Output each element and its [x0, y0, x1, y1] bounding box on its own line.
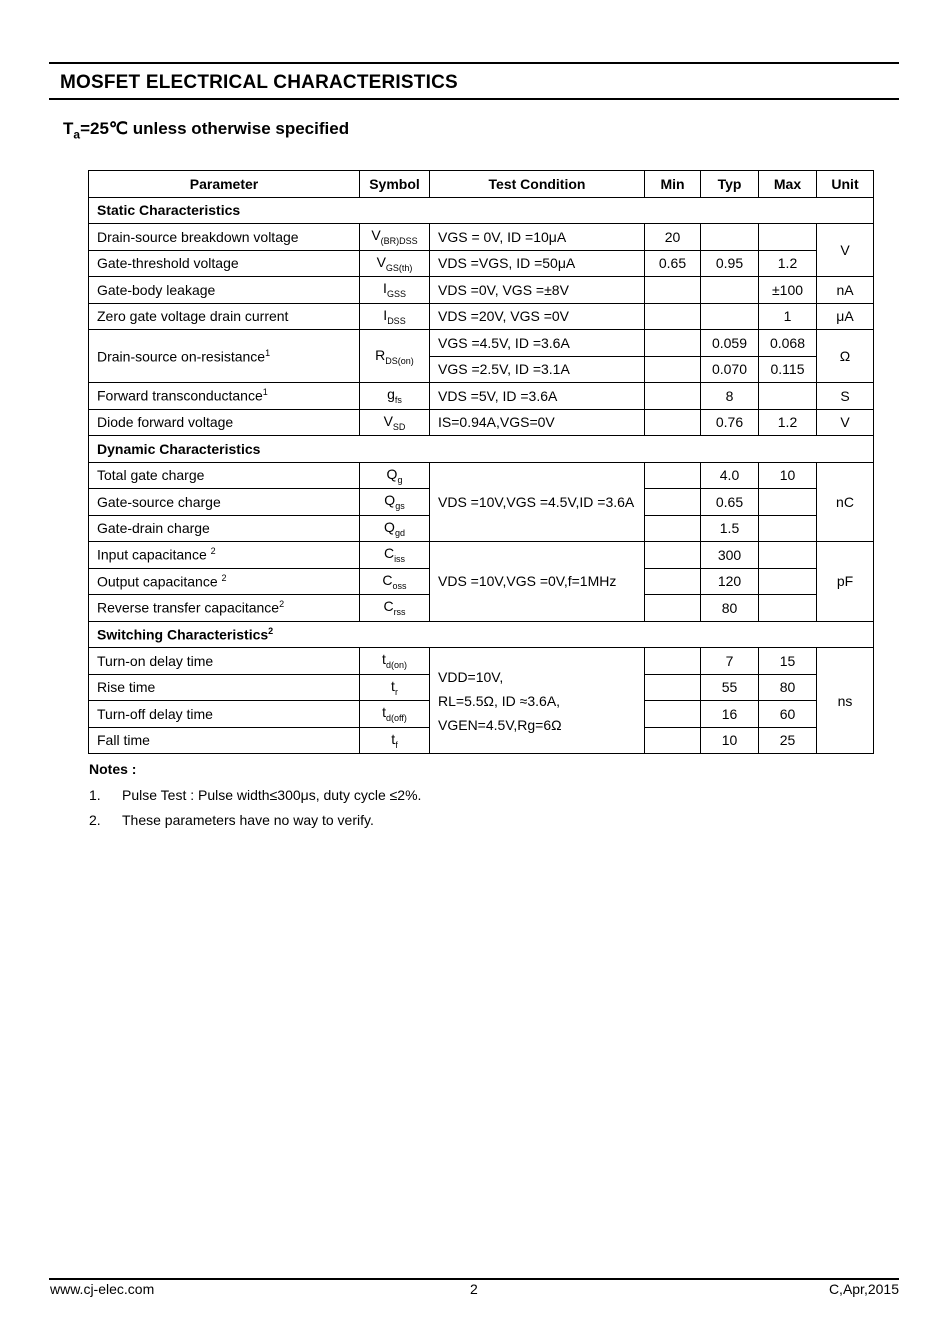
min-cell: [645, 727, 701, 754]
typ-cell: [701, 303, 759, 330]
cond-cell: VDS =20V, VGS =0V: [430, 303, 645, 330]
cond-cell: [430, 648, 645, 754]
param-cell: Gate-source charge: [89, 489, 360, 516]
typ-cell: 0.070: [701, 356, 759, 383]
cond-cell: IS=0.94A,VGS=0V: [430, 409, 645, 436]
typ-cell: 300: [701, 542, 759, 569]
cond-cell: VGS =2.5V, ID =3.1A: [430, 356, 645, 383]
note-item: 2. These parameters have no way to verify.: [89, 812, 374, 828]
param-cell: Drain-source breakdown voltage: [89, 224, 360, 251]
footer-website: www.cj-elec.com: [50, 1281, 155, 1297]
footer-revision: C,Apr,2015: [828, 1281, 899, 1297]
table-row: [89, 462, 874, 489]
min-cell: 20: [645, 224, 701, 251]
symbol-cell: $t_{d(on)}$: [360, 648, 430, 675]
unit-cell: nA: [817, 277, 874, 304]
param-cell: Fall time: [89, 727, 360, 754]
table-header-row: [89, 171, 874, 198]
max-cell: 60: [759, 701, 817, 728]
section-switching: Switching Characteristics$^2$: [89, 621, 874, 648]
symbol-cell: $Q_{gs}$: [360, 489, 430, 516]
max-cell: 1.2: [759, 250, 817, 277]
min-cell: [645, 515, 701, 542]
symbol-cell: $R_{DS(on)}$: [360, 330, 430, 383]
col-header: Max: [759, 171, 817, 198]
typ-cell: [701, 224, 759, 251]
section-row: [89, 197, 874, 224]
section-static: Static Characteristics: [89, 197, 874, 224]
max-cell: 0.068: [759, 330, 817, 357]
section-row: [89, 621, 874, 648]
max-cell: 1.2: [759, 409, 817, 436]
max-cell: [759, 568, 817, 595]
max-cell: 0.115: [759, 356, 817, 383]
min-cell: [645, 409, 701, 436]
param-cell: Gate-drain charge: [89, 515, 360, 542]
param-cell: Rise time: [89, 674, 360, 701]
table-row: [89, 409, 874, 436]
cond-cell: VGS = 0V, ID =10μA: [430, 224, 645, 251]
symbol-cell: $C_{oss}$: [360, 568, 430, 595]
min-cell: 0.65: [645, 250, 701, 277]
typ-cell: 8: [701, 383, 759, 410]
symbol-cell: $C_{rss}$: [360, 595, 430, 622]
param-cell: Total gate charge: [89, 462, 360, 489]
table-row: [89, 303, 874, 330]
param-cell: Output capacitance $^2$: [89, 568, 360, 595]
min-cell: [645, 648, 701, 675]
section-dynamic: Dynamic Characteristics: [89, 436, 874, 463]
max-cell: ±100: [759, 277, 817, 304]
param-cell: Diode forward voltage: [89, 409, 360, 436]
unit-cell: Ω: [817, 330, 874, 383]
min-cell: [645, 568, 701, 595]
symbol-cell: $t_{d(off)}$: [360, 701, 430, 728]
min-cell: [645, 462, 701, 489]
notes-heading: Notes :: [89, 761, 137, 777]
symbol-cell: $I_{DSS}$: [360, 303, 430, 330]
typ-cell: 16: [701, 701, 759, 728]
section-row: [89, 436, 874, 463]
typ-cell: 4.0: [701, 462, 759, 489]
param-cell: Gate-body leakage: [89, 277, 360, 304]
min-cell: [645, 701, 701, 728]
header-bottom-rule: [49, 98, 899, 100]
table-row: [89, 250, 874, 277]
table-row: [89, 277, 874, 304]
max-cell: 10: [759, 462, 817, 489]
symbol-cell: $t_f$: [360, 727, 430, 754]
max-cell: [759, 224, 817, 251]
electrical-characteristics-table: [88, 170, 874, 754]
cond-cell: VDS =5V, ID =3.6A: [430, 383, 645, 410]
symbol-cell: $Q_{gd}$: [360, 515, 430, 542]
min-cell: [645, 595, 701, 622]
min-cell: [645, 489, 701, 516]
unit-cell: S: [817, 383, 874, 410]
symbol-cell: $Q_g$: [360, 462, 430, 489]
param-cell: Turn-on delay time: [89, 648, 360, 675]
typ-cell: 0.65: [701, 489, 759, 516]
max-cell: [759, 515, 817, 542]
note-item: 1. Pulse Test : Pulse width≤300μs, duty cycle ≤2%.: [89, 787, 422, 803]
typ-cell: 1.5: [701, 515, 759, 542]
symbol-cell: $t_r$: [360, 674, 430, 701]
param-cell: Gate-threshold voltage: [89, 250, 360, 277]
col-header: Symbol: [360, 171, 430, 198]
cond-cell: VGS =4.5V, ID =3.6A: [430, 330, 645, 357]
switching-cond-line: VDD=10V,: [438, 668, 504, 685]
col-header: Parameter: [89, 171, 360, 198]
cond-cell: VDS =10V,VGS =4.5V,ID =3.6A: [430, 462, 645, 542]
col-header: Min: [645, 171, 701, 198]
max-cell: 1: [759, 303, 817, 330]
table-row: [89, 224, 874, 251]
symbol-cell: $V_{GS(th)}$: [360, 250, 430, 277]
max-cell: [759, 542, 817, 569]
col-header: Unit: [817, 171, 874, 198]
symbol-cell: $V_{(BR)DSS}$: [360, 224, 430, 251]
min-cell: [645, 356, 701, 383]
typ-cell: 10: [701, 727, 759, 754]
typ-cell: 80: [701, 595, 759, 622]
header-top-rule: [49, 62, 899, 64]
cond-cell: VDS =VGS, ID =50μA: [430, 250, 645, 277]
param-cell: Reverse transfer capacitance$^2$: [89, 595, 360, 622]
unit-cell: μA: [817, 303, 874, 330]
col-header: Typ: [701, 171, 759, 198]
param-cell: Forward transconductance$^1$: [89, 383, 360, 410]
min-cell: [645, 303, 701, 330]
max-cell: [759, 595, 817, 622]
min-cell: [645, 277, 701, 304]
footer-rule: [49, 1278, 899, 1280]
param-cell: Turn-off delay time: [89, 701, 360, 728]
max-cell: 80: [759, 674, 817, 701]
notes-section: [89, 761, 421, 837]
unit-cell: ns: [817, 648, 874, 754]
page-title: MOSFET ELECTRICAL CHARACTERISTICS: [60, 72, 458, 93]
cond-cell: VDS =10V,VGS =0V,f=1MHz: [430, 542, 645, 622]
typ-cell: 120: [701, 568, 759, 595]
typ-cell: 0.76: [701, 409, 759, 436]
test-condition-heading: $T_a=25℃$ unless otherwise specified: [63, 119, 350, 142]
max-cell: [759, 489, 817, 516]
unit-cell: V: [817, 224, 874, 277]
max-cell: [759, 383, 817, 410]
max-cell: 25: [759, 727, 817, 754]
unit-cell: V: [817, 409, 874, 436]
min-cell: [645, 674, 701, 701]
switching-cond-line: RL=5.5Ω, ID ≈3.6A,: [438, 692, 561, 709]
symbol-cell: $I_{GSS}$: [360, 277, 430, 304]
param-cell: Zero gate voltage drain current: [89, 303, 360, 330]
col-header: Test Condition: [430, 171, 645, 198]
min-cell: [645, 330, 701, 357]
unit-cell: nC: [817, 462, 874, 542]
param-cell: Input capacitance $^2$: [89, 542, 360, 569]
table-row: [89, 383, 874, 410]
symbol-cell: $g_{fs}$: [360, 383, 430, 410]
symbol-cell: $C_{iss}$: [360, 542, 430, 569]
table-row: [89, 648, 874, 675]
typ-cell: 7: [701, 648, 759, 675]
typ-cell: [701, 277, 759, 304]
param-cell: Drain-source on-resistance$^1$: [89, 330, 360, 383]
typ-cell: 0.059: [701, 330, 759, 357]
cond-cell: VDS =0V, VGS =±8V: [430, 277, 645, 304]
min-cell: [645, 542, 701, 569]
table-row: [89, 330, 874, 357]
symbol-cell: $V_{SD}$: [360, 409, 430, 436]
switching-cond-line: VGEN=4.5V,Rg=6Ω: [438, 716, 562, 733]
typ-cell: 0.95: [701, 250, 759, 277]
unit-cell: pF: [817, 542, 874, 622]
page-number: 2: [470, 1281, 478, 1297]
min-cell: [645, 383, 701, 410]
table-row: [89, 542, 874, 569]
typ-cell: 55: [701, 674, 759, 701]
max-cell: 15: [759, 648, 817, 675]
